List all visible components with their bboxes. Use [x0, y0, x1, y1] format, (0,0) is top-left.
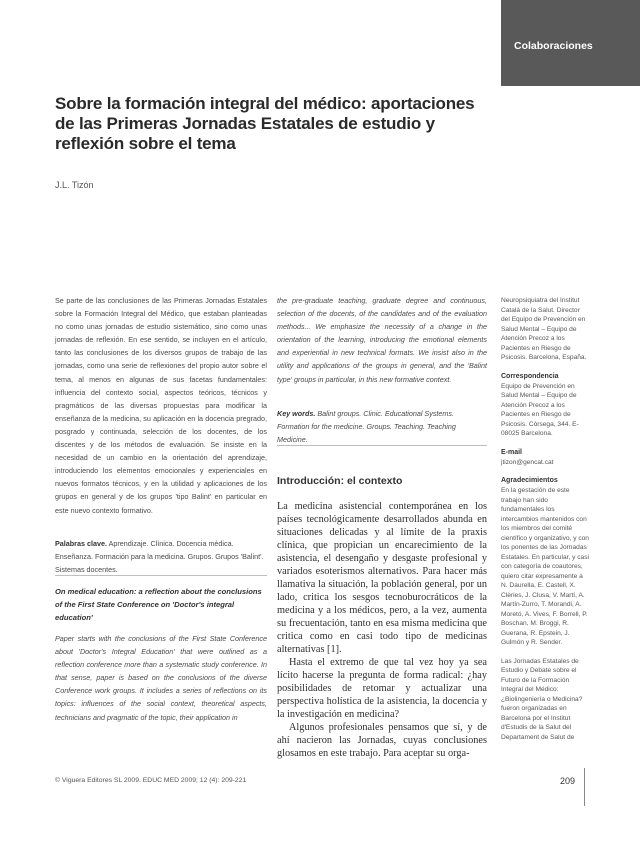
article-author: J.L. Tizón [55, 180, 94, 190]
keywords-en-text: Balint groups. Clinic. Educational Systems. Formation for the medicine. Groups. Teaching. Teaching Medicine. [277, 409, 456, 445]
acknowledgements-text: En la gestación de este trabajo han sido fundamentales los intercambios mantenidos con los miembros del comité científico y organizativo, y con los ponentes de las Jornadas Estatales. En particular, y casi con categoría de coautores, quiero citar expresamente a N. Daurella, E. Castell, X. Clèries, J. Clusa, V. Martí, A. Martín-Zurro, T. Morandi, A. Moretó, A. Vives, F. Borrell, P. Boschan, M. Broggi, R. Guerana, R. Epstein, J. Gulmón y R. Sender. [501, 487, 589, 646]
email-address: jtizon@gencat.cat [501, 458, 554, 466]
body-paragraph-1: La medicina asistencial contemporánea en los países tecnológicamente desarrollados abunda en situaciones delicadas y al límite de la praxis clínica, que propician un encarecimiento de la asistencia, el desengaño y desgaste profesional y variados esoterismos alternativos. Para hacer más llamativa la situación, la población general, por un lado, critica los sesgos tecnoburocráticos de la medicina y a los médicos, pero, a la vez, aumenta su frecuentación, tanto en esa misma medicina que critica como en casi todo tipo de medicinas alternativas [1]. [277, 501, 487, 655]
acknowledgements-label: Agradecimientos [501, 477, 558, 484]
correspondence-label: Correspondencia [501, 372, 559, 380]
english-title: On medical education: a reflection about the conclusions of the First State Conference on 'Doctor's integral education' [55, 587, 262, 622]
affiliation: Neuropsiquiatra del Institut Català de la Salut. Director del Equipo de Prevención en Salud Mental – Equipo de Atención Precoz a los Pacientes en Riesgo de Psicosis. Barcelona, España. [501, 297, 587, 361]
footer-citation: © Viguera Editores SL 2009. EDUC MED 2009; 12 (4): 209-221 [55, 777, 247, 784]
body-text [277, 500, 487, 760]
section-tab-label: Colaboraciones [514, 40, 593, 52]
email-label: E-mail [501, 448, 523, 456]
page-number: 209 [560, 776, 576, 786]
keywords-es-text: Aprendizaje. Clínica. Docencia médica. Enseñanza. Formación para la medicina. Grupos. Grupos 'Balint'. Sistemas docentes. [55, 539, 264, 575]
keywords-es-label: Palabras clave. [55, 539, 107, 548]
conference-note: Las Jornadas Estatales de Estudio y Debate sobre el Futuro de la Formación Integral del Médico: ¿Biolingeniería o Medicina? fueron organizadas en Barcelona por el Institut d'Estudis de la Salut del Departament de Salut de [501, 657, 583, 741]
correspondence-address: Equipo de Prevención en Salud Mental – Equipo de Atención Precoz a los Pacientes en Riesgo de Psicosis. Còrsega, 344. E-08025 Barcelona. [501, 382, 579, 437]
abstract-es-text: Se parte de las conclusiones de las Primeras Jornadas Estatales sobre la Formación Integral del Médico, que estaban planteadas no como unas jornadas de estudio sistemático, sino como unas jornadas de reflexión. En ese sentido, se incluyen en el artículo, tanto las conclusiones de los diversos grupos de trabajo de las jornadas, como una serie de reflexiones del propio autor sobre el tema, al menos en algunas de sus facetas fundamentales: influencia del contexto social, aspectos teóricos, técnicos y pragmáticos de las diversas propuestas para modificar la enseñanza de la medicina, su aplicación en la docencia pregrado, posgrado y continuada, selección de los docentes, de los discentes y de los métodos de evaluación. Se insiste en la necesidad de un cambio en la orientación del aprendizaje, introduciendo los elementos emocionales y experienciales en nuevos formatos técnicos, y en la utilidad y aplicaciones de los grupos en general y de los grupos 'tipo Balint' en particular en este nuevo contexto formativo. [55, 296, 267, 515]
body-paragraph-2: Hasta el extremo de que tal vez hoy ya sea lícito hacerse la pregunta de forma radical: ¿hay posibilidades de retomar y actualizar una perspectiva holística de la asistencia, la docencia y la investigación en medicina? [277, 657, 487, 720]
abstract-en-col1-text: Paper starts with the conclusions of the First State Conference about 'Doctor's Integral Education' that were outlined as a reflection conference more than a systematic study conference. In that sense, paper is based on the conclusions of the diverse Conference work groups. It includes a series of reflections on its topics: influences of the social context, theoretical aspects, technicians and pragmatic of the topic, their application in [55, 634, 267, 722]
divider [277, 445, 487, 446]
author-sidebar [501, 296, 589, 742]
section-heading: Introducción: el contexto [277, 475, 403, 487]
abstract-english-part1 [55, 632, 267, 724]
keywords-en-label: Key words. [277, 409, 316, 418]
keywords-spanish [55, 537, 267, 576]
abstract-english-part2 [277, 294, 487, 386]
divider [55, 575, 267, 576]
body-paragraph-3: Algunos profesionales pensamos que sí, y de ahí nacieron las Jornadas, cuyas conclusiones glosamos en este trabajo. Para aceptar su orga- [277, 722, 487, 759]
article-title: Sobre la formación integral del médico: aportaciones de las Primeras Jornadas Estatales de estudio y reflexión sobre el tema [55, 94, 475, 153]
abstract-en-col2-text: the pre-graduate teaching, graduate degree and continuous, selection of the docents, of the candidates and of the evaluation methods... We emphasize the necessity of a change in the orientation of the learning, introducing the emotional elements and experiential in new technical formats. We insist also in the utility and applications of the groups in general, and the 'Balint type' groups in particular, in this new formative context. [277, 296, 487, 384]
keywords-english [277, 407, 487, 446]
page-divider [584, 768, 585, 806]
abstract-spanish [55, 294, 267, 517]
section-tab [501, 0, 640, 86]
